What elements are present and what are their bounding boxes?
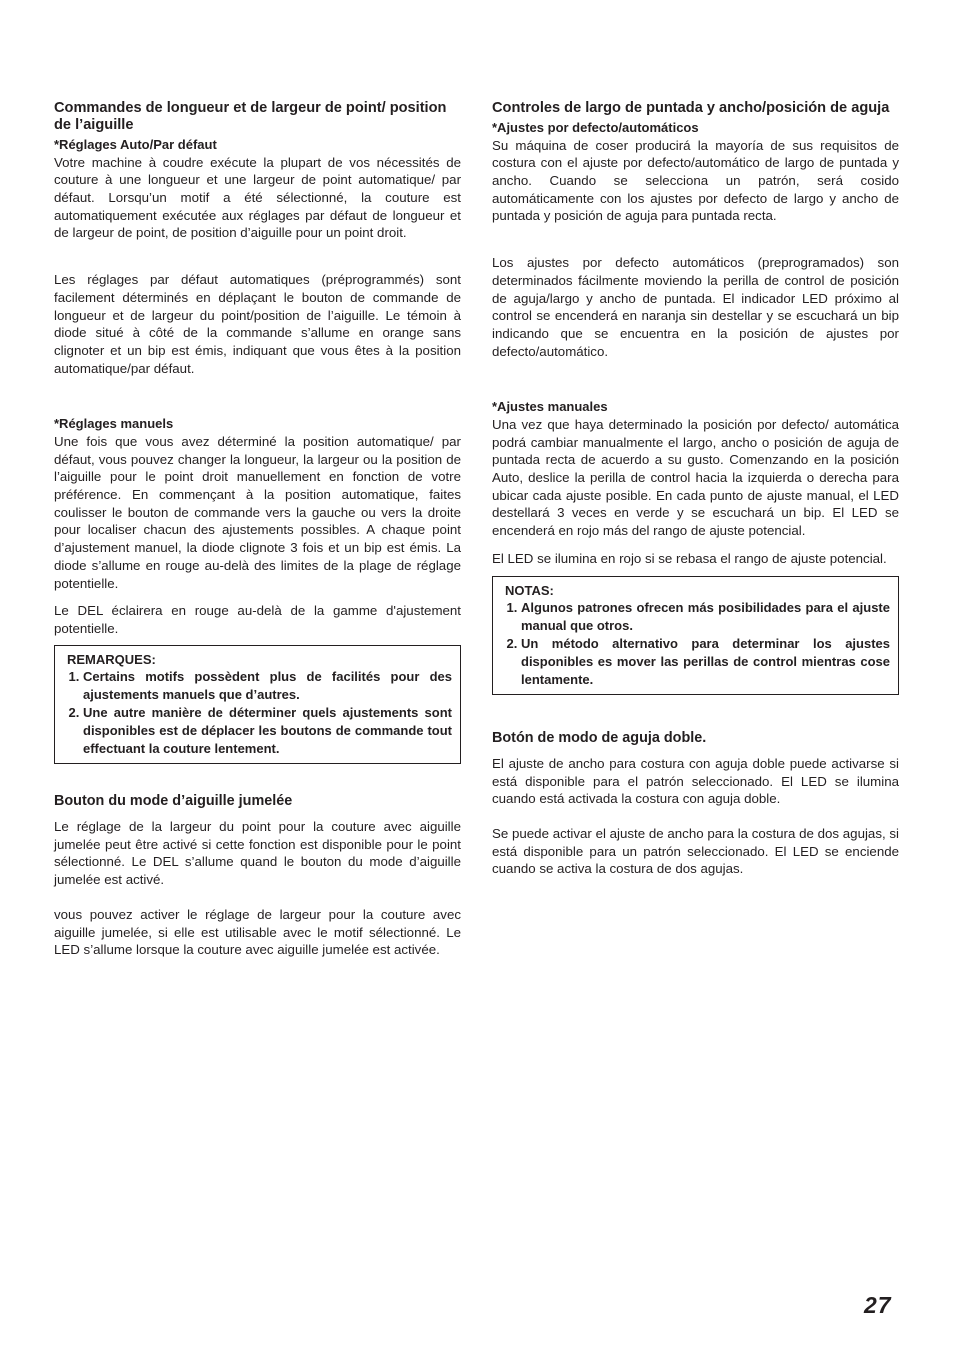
section-title: Commandes de longueur et de largeur de point/ position de l’aiguille: [54, 100, 447, 133]
twin-needle-paragraph-1: El ajuste de ancho para costura con aguja doble puede activarse si está disponible para el patrón seleccionado. El LED se ilumina cuando está activada la costura con aguja doble.: [492, 755, 899, 807]
auto-paragraph-1: Votre machine à coudre exécute la plupart de vos nécessités de couture à une longueur et une largeur de point automatique/ par défaut. Lorsqu’un motif a été sélectionné, la couture est automatiquement exécutée aux réglages par défaut de longueur et de largeur de point, de position d’aiguille pour un point droit.: [54, 154, 461, 241]
manual-settings-heading: *Ajustes manuales: [492, 399, 608, 415]
notes-list: [505, 599, 890, 688]
notes-title: REMARQUES:: [67, 651, 156, 667]
manual-paragraph-2: Le DEL éclairera en rouge au-delà de la gamme d'ajustement potentielle.: [54, 603, 461, 636]
note-item: 1. Certains motifs possèdent plus de facilités pour des ajustements manuels que d’autres.: [83, 668, 452, 704]
twin-needle-paragraph-2: Se puede activar el ajuste de ancho para la costura de dos agujas, si está disponible para un patrón seleccionado. El LED se enciende cuando se activa la costura de dos agujas.: [492, 826, 899, 877]
auto-settings-heading: *Réglages Auto/Par défaut: [54, 137, 217, 152]
twin-needle-paragraph-1: Le réglage de la largeur du point pour la couture avec aiguille jumelée peut être activé si cette fonction est disponible pour le point sélectionné. Le DEL s’allume quand le bouton du mode d’aiguille jumelée est activé.: [54, 819, 461, 888]
auto-settings-heading: *Ajustes por defecto/automáticos: [492, 120, 699, 135]
note-item: 2. Un método alternativo para determinar los ajustes disponibles es mover las perillas de control mientras cose lentamente.: [521, 635, 890, 688]
notes-title: NOTAS:: [505, 582, 554, 598]
manual-paragraph-2: El LED se ilumina en rojo si se rebasa el rango de ajuste potencial.: [492, 550, 887, 566]
spanish-column: [492, 100, 899, 878]
note-item: 2. Une autre manière de déterminer quels ajustements sont disponibles est de déplacer les boutons de commande tout effectuant la couture lentement.: [83, 704, 452, 757]
twin-needle-heading: Botón de modo de aguja doble.: [492, 730, 707, 747]
manual-paragraph-1: Una vez que haya determinado la posición por defecto/ automática podrá cambiar manualmente el largo, ancho o posición de aguja de puntada recta de acuerdo a su gusto. Comenzando en la posición Auto, deslice la perilla de control hacia la izquierda o derecha para ubicar cada ajuste posible. En cada punto de ajuste manual, el LED destellará 3 veces en verde y se escuchará un bip. El LED se encenderá en rojo más del rango de ajuste potencial.: [492, 416, 899, 539]
page-number: 27: [864, 1292, 892, 1318]
manual-paragraph-1: Une fois que vous avez déterminé la position automatique/ par défaut, vous pouvez changer la longueur, la largeur ou la position de l’aiguille pour le point droit manuellement en fonction de votre préférence. En commençant à la position automatique, faites coulisser le bouton de commande vers la gauche ou vers la droite pour localiser chacun des ajustements possibles. A chaque point d’ajustement manuel, la diode clignote 3 fois et un bip est émis. La diode s’allume en rouge au-delà des limites de la plage de réglage potentielle.: [54, 433, 461, 591]
notes-list: [67, 668, 452, 757]
note-item: 1. Algunos patrones ofrecen más posibilidades para el ajuste manual que otros.: [521, 599, 890, 635]
auto-paragraph-2: Los ajustes por defecto automáticos (preprogramados) son determinados fácilmente moviendo la perilla de control de posición de aguja/largo y ancho de puntada. El indicador LED próximo al control se encenderá en naranja sin destellar y se escuchará un bip indicando que se encuentra en la posición de ajustes por defecto/automático.: [492, 255, 899, 359]
manual-settings-heading: *Réglages manuels: [54, 416, 174, 432]
auto-paragraph-1: Su máquina de coser producirá la mayoría de sus requisitos de costura con el ajuste por defecto/automático de largo de puntada y ancho. Cuando se selecciona un patrón, será cosido automáticamente con los ajustes por defecto de largo y ancho de puntada y posición de aguja para puntada recta.: [492, 137, 899, 224]
twin-needle-heading: Bouton du mode d’aiguille jumelée: [54, 793, 293, 810]
notes-box: [492, 576, 899, 696]
auto-paragraph-2: Les réglages par défaut automatiques (préprogrammés) sont facilement déterminés en déplaçant le bouton de commande de longueur et de largeur du point/position de l’aiguille. Le témoin à diode situé à côté de la commande s’allume en orange sans clignoter et un bip est émis, indiquant que vous êtes à la position automatique/par défaut.: [54, 272, 461, 376]
french-column: [54, 100, 461, 959]
section-title: Controles de largo de puntada y ancho/posición de aguja: [492, 100, 890, 116]
notes-box: [54, 645, 461, 765]
twin-needle-paragraph-2: vous pouvez activer le réglage de largeur pour la couture avec aiguille jumelée, si elle est utilisable avec le motif sélectionné. Le LED s’allume lorsque la couture avec aiguille jumelée est activée.: [54, 906, 461, 958]
